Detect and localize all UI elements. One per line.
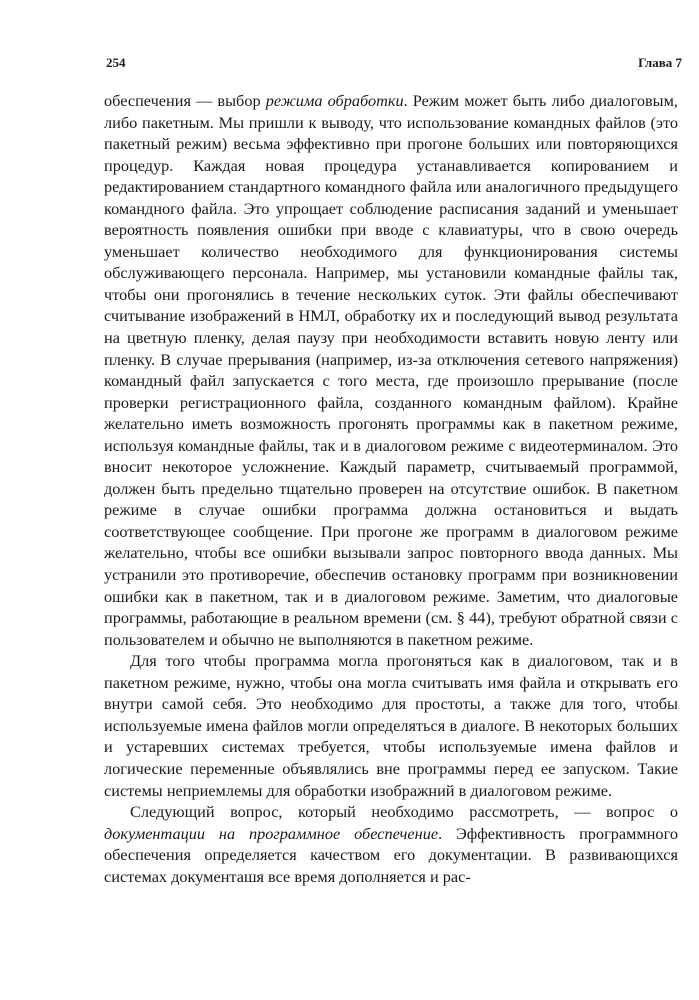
page-number: 254: [106, 55, 126, 70]
running-head: [106, 55, 682, 73]
paragraph-text: . Эффективность программного обеспечения определяется качеством его документации. В развивающихся системах документашя все время дополняется и рас-: [104, 823, 678, 886]
chapter-label: Глава 7: [638, 55, 682, 70]
emphasized-term: документации на программное обеспечение: [104, 823, 439, 843]
paragraph-text: Следующий вопрос, который необходимо рассмотреть, — вопрос о: [130, 802, 678, 822]
body-text: [104, 90, 678, 887]
paragraph-text: обеспечения — выбор: [104, 91, 266, 110]
paragraph-text: Для того чтобы программа могла прогоняться как в диалоговом, так и в пакетном режиме, нужно, чтобы она могла считывать имя файла и открывать его внутри самой себя. Это необходимо для простоты, а также для того, чтобы используемые имена файлов могли определяться в диалоге. В некоторых больших и устаревших системах требуется, чтобы используемые имена файлов и логические переменные объявлялись вне программы перед ее запуском. Такие системы неприемлемы для обработки изображний в диалоговом режиме.: [104, 651, 678, 800]
paragraph-text: . Режим может быть либо диалоговым, либо пакетным. Мы пришли к выводу, что использование командных файлов (это пакетный режим) весьма эффективно при прогоне больших или повторяющихся процедур. Каждая новая процедура устанавливается копированием и редактированием стандартного командного файла или аналогичного предыдущего командного файла. Это упрощает соблюдение расписания заданий и уменьшает вероятность появления ошибки при вводе с клавиатуры, что в свою очередь уменьшает количество необходимого для функционирования системы обслуживающего персонала. Например, мы установили командные файлы так, чтобы они прогонялись в течение нескольких суток. Эти файлы обеспечивают считывание изображений в НМЛ, обработку их и последующий вывод результата на цветную пленку, делая паузу при необходимости вставить новую ленту или пленку. В случае прерывания (например, из-за отключения сетевого напряжения) командный файл запускается с того места, где произошло прерывание (после проверки регистрационного файла, созданного командным файлом). Крайне желательно иметь возможность прогонять программы как в пакетном режиме, используя командные файлы, так и в диалоговом режиме с видеотерминалом. Это вносит некоторое усложнение. Каждый параметр, считываемый программой, должен быть предельно тщательно проверен на отсутствие ошибок. В пакетном режиме в случае ошибки программа должна остановиться и выдать соответствующее сообщение. При прогоне же программ в диалоговом режиме желательно, чтобы все ошибки вызывали запрос повторного ввода данных. Мы устранили это противоречие, обеспечив остановку программ при возникновении ошибки как в пакетном, так и в диалоговом режиме. Заметим, что диалоговые программы, работающие в реальном времени (см. § 44), требуют обратной связи с пользователем и обычно не выполняются в пакетном режиме.: [104, 91, 678, 649]
emphasized-term: режима обработки: [265, 91, 404, 110]
paragraph-processing-mode: [104, 90, 678, 650]
paragraph-file-names: [104, 650, 678, 801]
paragraph-documentation: [104, 801, 678, 887]
